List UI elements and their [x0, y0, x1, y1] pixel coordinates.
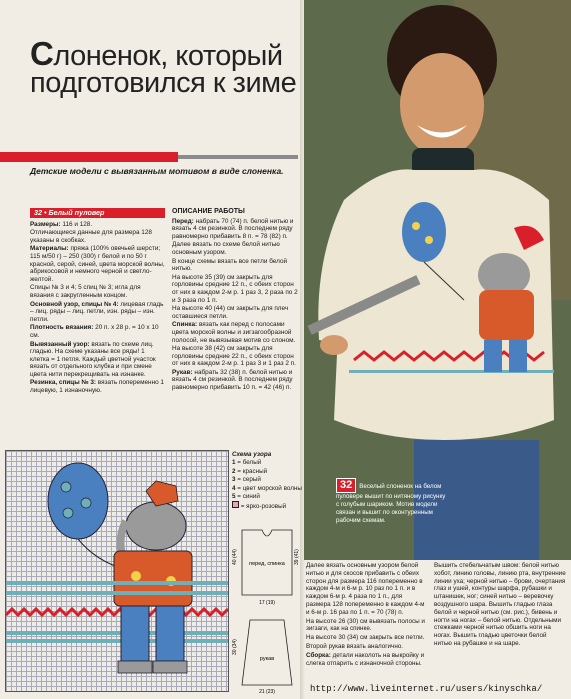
- basic-pattern-text: лицевая гладь – лиц. ряды – лиц. петли, изн. ряды – изн. петли.: [30, 300, 164, 323]
- schema-measure: 21 (23): [259, 689, 275, 695]
- sizes-text: 116 и 128.: [62, 220, 93, 228]
- knitting-chart: [5, 450, 229, 692]
- photo-illustration: [304, 0, 571, 560]
- chart-motif: [6, 451, 228, 691]
- sizes-note: Отличающиеся данные для размера 128 указаны в скобках.: [30, 229, 152, 244]
- work-paragraph: Второй рукав вязать аналогично.: [306, 642, 404, 650]
- work-paragraph: На высоте 30 (34) см закрыть все петли.: [306, 634, 425, 642]
- knit-pattern-label: Вывязанный узор:: [30, 340, 90, 348]
- work-description-column: [172, 208, 298, 393]
- page-title: [30, 35, 300, 99]
- work-header: ОПИСАНИЕ РАБОТЫ: [172, 208, 245, 215]
- legend-title: Схема узора: [232, 451, 272, 458]
- chart-legend: [232, 451, 302, 512]
- work-paragraph: На высоте 38 (42) см закрыть для горловины средние 22 п., с обеих сторон от них в каждом 2-м р. 1 раз 3 и 1 раз 2 п.: [172, 345, 296, 368]
- accent-bar: [0, 152, 178, 162]
- materials-text: пряжа (100% овечьей шерсти; 115 м/50 г) – 250 (300) г белой и по 50 г красной, серой, синей, цвета морской волны, абрикосовой и немного черной и светло-желтой.: [30, 245, 165, 283]
- sleeve-text: набрать 32 (38) п. белой нитью и вязать 4 см резинкой. В последнем ряду равномерно прибавить 10 п. = 42 (46) п.: [172, 368, 293, 392]
- sizes-label: Размеры:: [30, 220, 61, 228]
- legend-item: 3 = серый: [232, 476, 261, 484]
- caption-number: 32: [336, 478, 356, 493]
- assembly-label: Сборка:: [306, 651, 331, 659]
- back-label: Спинка:: [172, 321, 198, 329]
- legend-item: = ярко-розовый: [232, 501, 302, 511]
- work-paragraph: Далее вязать по схеме белой нитью основным узором.: [172, 241, 280, 256]
- sleeve-continued-column: [306, 562, 428, 667]
- rib-label: Резинка, спицы № 3:: [30, 379, 97, 387]
- model-details-column: [30, 208, 165, 396]
- schema-drawing: [232, 520, 302, 695]
- garment-schema: [232, 520, 302, 695]
- sleeve-label: Рукав:: [172, 368, 193, 376]
- legend-item: 1 = белый: [232, 459, 262, 467]
- title-initial: С: [30, 35, 54, 72]
- child-photo: [304, 0, 571, 560]
- title-text: лоненок, который подготовился к зиме: [30, 40, 297, 99]
- work-paragraph: На высоте 40 (44) см закрыть для плеч оставшиеся петли.: [172, 305, 289, 320]
- rib-text: вязать попеременно 1 лицевую, 1 изнаночную.: [30, 379, 164, 395]
- needles-text: Спицы № 3 и 4; 5 спиц № 3; игла для вязания с закругленным концом.: [30, 284, 141, 299]
- work-paragraph: На высоте 35 (39) см закрыть для горловины средние 12 п., с обеих сторон от них в каждом 2-м р. 1 раз 3, 2 раза по 2 и 3 раза по 1 п.: [172, 273, 298, 304]
- subtitle: Детские модели с вывязанным мотивом в виде слоненка.: [30, 166, 284, 176]
- schema-measure: 30 (34): [232, 639, 238, 655]
- schema-label-front: перед, спинка: [249, 561, 285, 567]
- basic-pattern-label: Основной узор, спицы № 4:: [30, 300, 119, 308]
- legend-item: 4 = цвет морской волны: [232, 484, 302, 492]
- work-paragraph: Далее вязать основным узором белой нитью и для скосов прибавить с обеих сторон для размера 116 попеременно в каждом 4-м и 6-м р. 10 раз по 1 п. и в каждом 6-м р. 4 раза по 1 п., для размера 128 попеременно в каждом 4-м и 6-м р. 16 раз по 1 п. = 70 (78) п.: [306, 562, 425, 616]
- embroidery-text: Вышить стебельчатым швом: белой нитью хобот, линию головы, линию рта, внутренние линии уха; черной нитью – брови, очертания глаз и ушей, контуры шарфа, рубашки и штанишек, ног; синей нитью – веревочку воздушного шара. Вышить гладью глаза белой и черной нитью (см. рис.), бивень и ногти на ногах – белой нитью. Отдельными стежками черной нитью обшить ноги на ногах. Вышить гладью цветочки белой нитью на рубашке и на шаре.: [434, 562, 566, 647]
- schema-measure: 17 (19): [259, 600, 275, 606]
- back-text: вязать как перед с полосами цвета морской волны и зигзагообразной полосой, не вывязывая мотив со слоном.: [172, 321, 296, 344]
- embroidery-column: [434, 562, 566, 648]
- schema-label-sleeve: рукав: [259, 656, 275, 662]
- front-text: набрать 70 (74) п. белой нитью и вязать 4 см резинкой. В последнем ряду равномерно прибавить 8 п. = 78 (82) п.: [172, 217, 294, 240]
- density-label: Плотность вязания:: [30, 324, 94, 332]
- legend-item: 5 = синий: [232, 493, 260, 501]
- density-text: 20 п. х 28 р. = 10 х 10 см.: [30, 324, 159, 339]
- assembly-text: детали наколоть на выкройку и слегка отпарить с изнаночной стороны.: [306, 651, 425, 667]
- legend-item: 2 = красный: [232, 467, 268, 475]
- model-header: 32 • Белый пуловер: [30, 208, 165, 218]
- schema-measure: 40 (44): [232, 549, 238, 565]
- caption-text: Веселый слоненок на белом пуловере вышит по нитяному рисунку с голубым шариком. Мотив модели связан и вышит по оконтуренным рабочим схемам.: [336, 483, 446, 524]
- knit-pattern-text: вязать по схеме лиц. гладью. На схеме указаны все ряды! 1 клетка = 1 петля. Каждый цветной участок вязать от отдельного клубка и при смене цвета нити перекрещивать на изнанке.: [30, 340, 156, 378]
- work-paragraph: В конце схемы вязать все петли белой нитью.: [172, 257, 288, 273]
- photo-caption: [336, 478, 446, 525]
- work-paragraph: На высоте 26 (30) см вывязать полосы и зигзаги, как на спинке.: [306, 617, 425, 633]
- schema-measure: 39 (41): [294, 549, 300, 565]
- watermark: http://www.liveinternet.ru/users/kinyschka/: [310, 684, 543, 694]
- divider: [178, 155, 298, 159]
- materials-label: Материалы:: [30, 245, 69, 253]
- front-label: Перед:: [172, 217, 194, 225]
